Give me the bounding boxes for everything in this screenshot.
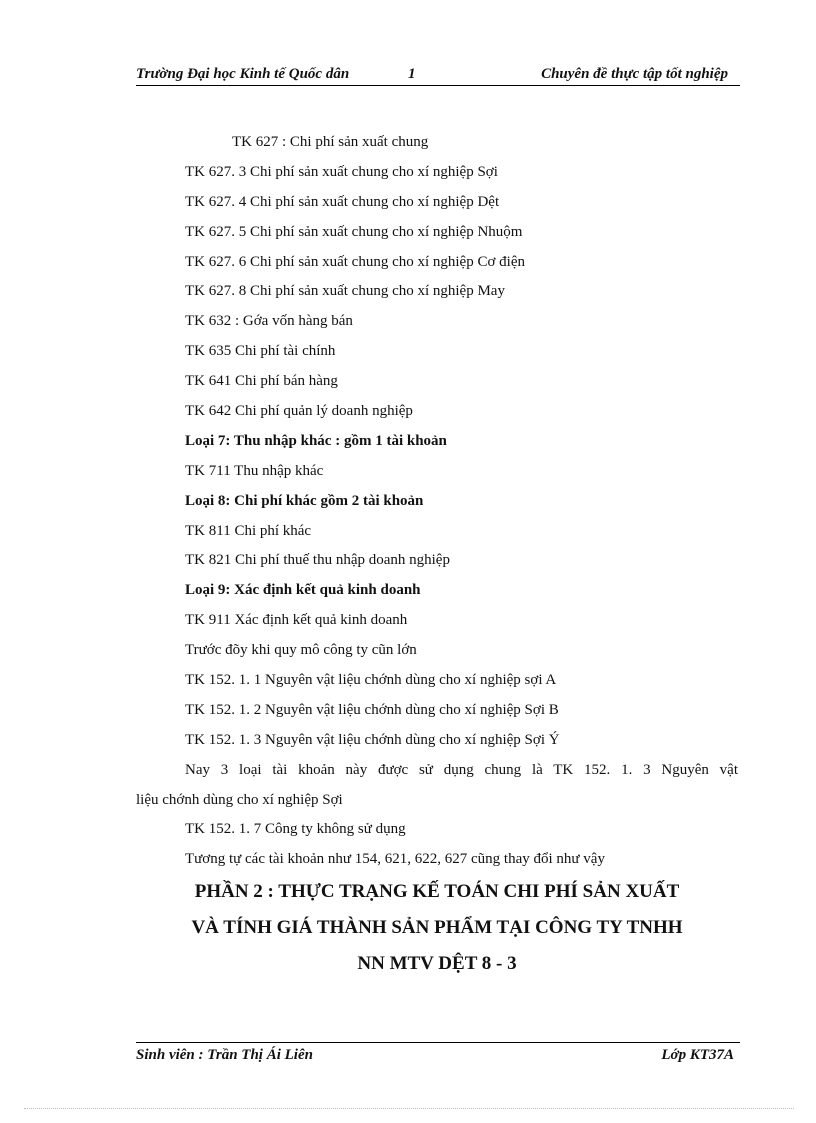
- text-line: TK 821 Chi phí thuế thu nhập doanh nghiệp: [185, 552, 450, 569]
- text-line: TK 635 Chi phí tài chính: [185, 343, 336, 360]
- header-school: Trường Đại học Kinh tế Quốc dân: [136, 66, 350, 82]
- section-heading: Loại 9: Xác định kết quả kinh doanh: [185, 582, 421, 599]
- page-footer: [136, 1042, 740, 1069]
- text-line: liệu chớnh dùng cho xí nghiệp Sợi: [136, 791, 343, 808]
- footer-student: Sinh viên : Trần Thị Ái Liên: [136, 1047, 313, 1063]
- text-line: TK 152. 1. 3 Nguyên vật liệu chớnh dùng cho xí nghiệp Sợi Ý: [185, 731, 560, 748]
- text-line: TK 627. 6 Chi phí sản xuất chung cho xí nghiệp Cơ điện: [185, 253, 525, 270]
- text-line: Nay 3 loại tài khoản này được sử dụng chung là TK 152. 1. 3 Nguyên vật: [185, 761, 738, 778]
- text-line: TK 642 Chi phí quản lý doanh nghiệp: [185, 403, 413, 420]
- section-heading: Loại 7: Thu nhập khác : gồm 1 tài khoản: [185, 432, 447, 449]
- text-line: TK 911 Xác định kết quả kinh doanh: [185, 612, 408, 629]
- header-title: Chuyên đề thực tập tốt nghiệp: [541, 66, 728, 82]
- text-line: Tương tự các tài khoản như 154, 621, 622, 627 cũng thay đổi như vậy: [185, 851, 605, 868]
- text-line: TK 627. 3 Chi phí sản xuất chung cho xí nghiệp Sợi: [185, 163, 498, 180]
- text-line: TK 627. 5 Chi phí sản xuất chung cho xí nghiệp Nhuộm: [185, 223, 523, 240]
- text-line: TK 632 : Gớa vốn hàng bán: [185, 313, 353, 330]
- document-body: [136, 128, 738, 875]
- footer-class: Lớp KT37A: [661, 1047, 734, 1063]
- text-line: TK 627. 4 Chi phí sản xuất chung cho xí nghiệp Dệt: [185, 193, 500, 210]
- part-heading-line: PHẦN 2 : THỰC TRẠNG KẾ TOÁN CHI PHÍ SẢN XUẤT: [194, 881, 680, 902]
- text-line: TK 711 Thu nhập khác: [185, 462, 324, 479]
- text-line: TK 152. 1. 7 Công ty không sử dụng: [185, 821, 406, 838]
- text-line: TK 627. 8 Chi phí sản xuất chung cho xí nghiệp May: [185, 283, 505, 300]
- text-line: Trước đõy khi quy mô công ty cũn lớn: [185, 642, 417, 659]
- part-heading: [136, 874, 738, 982]
- text-line: TK 152. 1. 1 Nguyên vật liệu chớnh dùng cho xí nghiệp sợi A: [185, 672, 557, 689]
- text-line: TK 152. 1. 2 Nguyên vật liệu chớnh dùng cho xí nghiệp Sợi B: [185, 701, 559, 718]
- part-heading-line: NN MTV DỆT 8 - 3: [357, 953, 517, 974]
- section-heading: Loại 8: Chi phí khác gồm 2 tài khoản: [185, 492, 424, 509]
- text-line: TK 627 : Chi phí sản xuất chung: [232, 134, 429, 150]
- part-heading-line: VÀ TÍNH GIÁ THÀNH SẢN PHẨM TẠI CÔNG TY TNHH: [191, 917, 683, 938]
- text-line: TK 641 Chi phí bán hàng: [185, 373, 338, 390]
- page-number: 1: [408, 66, 416, 82]
- text-line: TK 811 Chi phí khác: [185, 522, 312, 539]
- page-edge-divider: [24, 1108, 794, 1109]
- page-header: [136, 63, 740, 86]
